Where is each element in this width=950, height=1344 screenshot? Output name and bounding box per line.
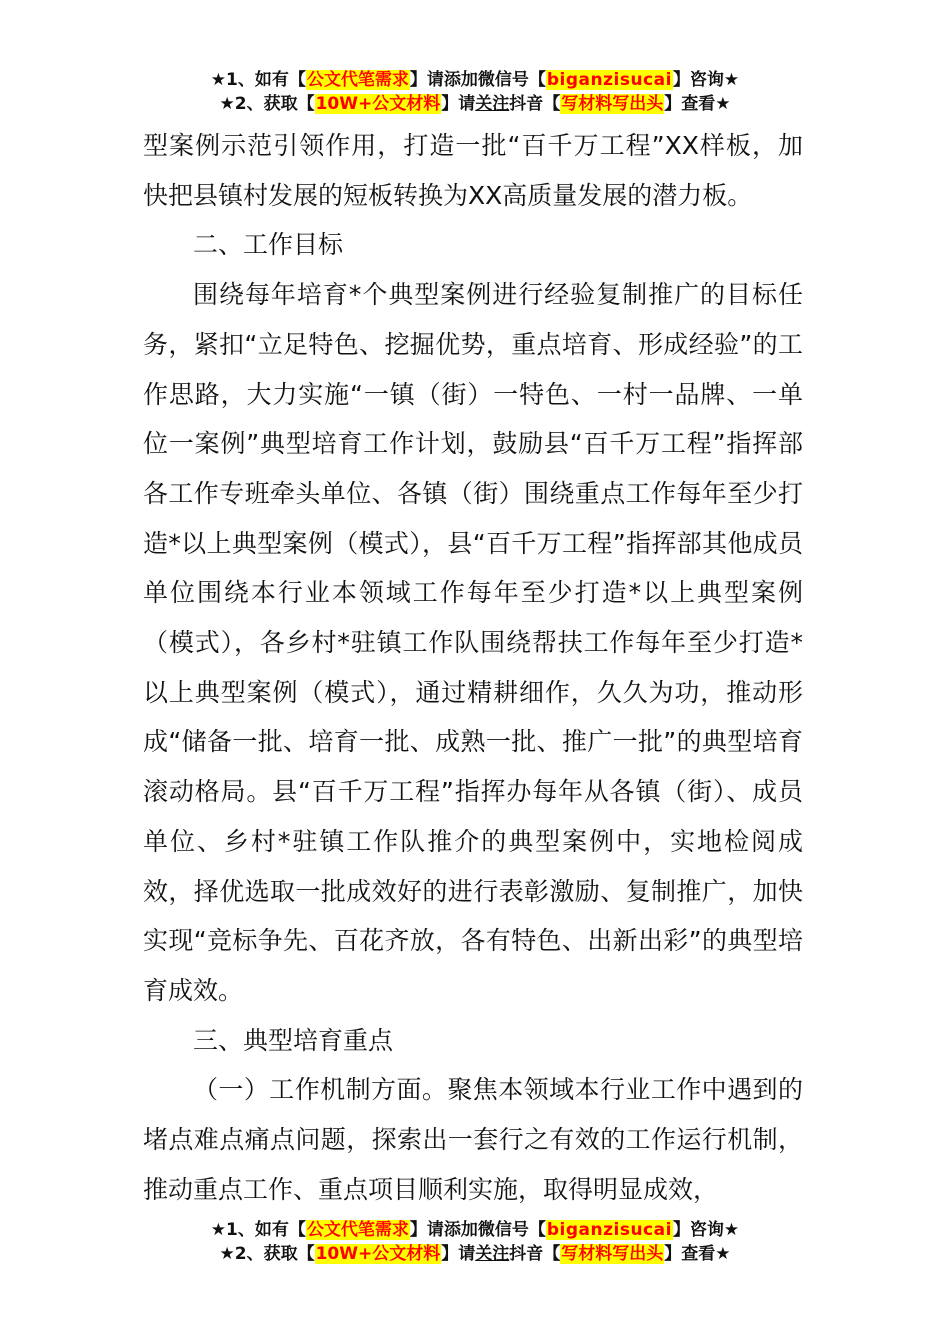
promo-highlight-service: 公文代笔需求 xyxy=(306,70,409,90)
promo-banner-top xyxy=(0,68,950,116)
promo-highlight-wechat-id: biganzisucai xyxy=(546,70,672,90)
promo-highlight-materials: 10W+公文材料 xyxy=(315,1244,441,1264)
document-page xyxy=(143,121,803,1214)
promo-text: ★2、获取【 xyxy=(219,1244,315,1264)
paragraph-mechanism: （一）工作机制方面。聚焦本领域本行业工作中遇到的堵点难点痛点问题，探索出一套行之有效的工作运行机制，推动重点工作、重点项目顺利实施，取得明显成效， xyxy=(143,1075,803,1204)
promo-highlight-materials: 10W+公文材料 xyxy=(315,94,441,114)
promo-highlight-service: 公文代笔需求 xyxy=(306,1220,409,1240)
promo-text: 】请添加微信号【 xyxy=(409,70,546,90)
paragraph-goals: 围绕每年培育*个典型案例进行经验复制推广的目标任务，紧扣“立足特色、挖掘优势，重点培育、形成经验”的工作思路，大力实施“一镇（街）一特色、一村一品牌、一单位一案例”典型培育工作计划，鼓励县“百千万工程”指挥部各工作专班牵头单位、各镇（街）围绕重点工作每年至少打造*以上典型案例（模式），县“百千万工程”指挥部其他成员单位围绕本行业本领域工作每年至少打造*以上典型案例（模式），各乡村*驻镇工作队围绕帮扶工作每年至少打造*以上典型案例（模式），通过精耕细作，久久为功，推动形成“储备一批、培育一批、成熟一批、推广一批”的典型培育滚动格局。县“百千万工程”指挥办每年从各镇（街）、成员单位、乡村*驻镇工作队推介的典型案例中，实地检阅成效，择优选取一批成效好的进行表彰激励、复制推广，加快实现“竞标争先、百花齐放，各有特色、出新出彩”的典型培育成效。 xyxy=(143,280,803,1005)
promo-highlight-douyin: 写材料写出头 xyxy=(561,1244,664,1264)
promo-text: 】咨询★ xyxy=(672,1220,740,1240)
promo-banner-bottom xyxy=(0,1218,950,1266)
promo-text: 抖音【 xyxy=(509,94,561,114)
promo-text: 抖音【 xyxy=(509,1244,561,1264)
promo-highlight-wechat-id: biganzisucai xyxy=(546,1220,672,1240)
promo-text: ★2、获取【 xyxy=(219,94,315,114)
promo-line-1 xyxy=(0,68,950,92)
promo-text: 】咨询★ xyxy=(672,70,740,90)
promo-text: 】请添加微信号【 xyxy=(409,1220,546,1240)
promo-text: 】查看★ xyxy=(664,94,731,114)
promo-text: ★1、如有【 xyxy=(210,70,306,90)
promo-text: ★1、如有【 xyxy=(210,1220,306,1240)
section-heading-goals: 二、工作目标 xyxy=(193,230,344,260)
promo-line-2 xyxy=(0,1242,950,1266)
paragraph-continuation: 型案例示范引领作用，打造一批“百千万工程”XX样板，加快把县镇村发展的短板转换为XX高质量发展的潜力板。 xyxy=(143,131,803,210)
promo-text-underlined: 关注 xyxy=(475,94,510,114)
promo-line-2 xyxy=(0,92,950,116)
promo-text: 】请 xyxy=(441,94,476,114)
promo-text: 】查看★ xyxy=(664,1244,731,1264)
section-heading-focus: 三、典型培育重点 xyxy=(193,1025,394,1055)
promo-text: 】请 xyxy=(441,1244,476,1264)
promo-text-underlined: 关注 xyxy=(475,1244,510,1264)
promo-highlight-douyin: 写材料写出头 xyxy=(561,94,664,114)
promo-line-1 xyxy=(0,1218,950,1242)
